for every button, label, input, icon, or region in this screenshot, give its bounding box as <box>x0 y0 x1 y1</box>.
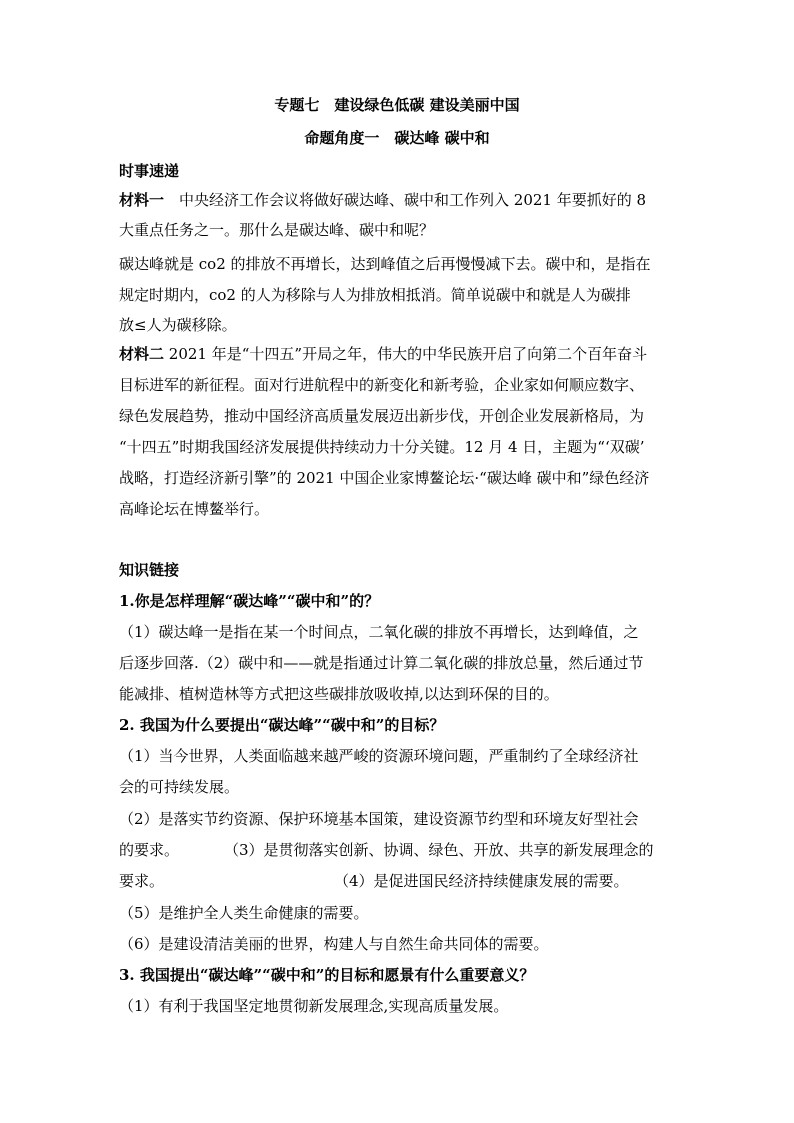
question-2: 2. 我国为什么要提出“碳达峰”“碳中和”的目标？ <box>119 716 445 734</box>
material-two-line-2: 目标进军的新征程。面对行进航程中的新变化和新考验，企业家如何顺应数字、 <box>119 376 645 394</box>
material-two-line-1 <box>119 344 647 364</box>
question-1: 1.你是怎样理解“碳达峰”“碳中和”的？ <box>119 592 380 610</box>
answer-2-line-1: （1）当今世界，人类面临越来越严峻的资源环境问题，严重制约了全球经济社 <box>119 747 639 765</box>
answer-2-line-5 <box>119 871 629 891</box>
answer-2-line-2: 会的可持续发展。 <box>119 778 240 796</box>
material-one-line-3: 碳达峰就是 co2 的排放不再增长，达到峰值之后再慢慢减下去。碳中和，是指在 <box>119 255 651 273</box>
material-one-label: 材料一 <box>119 191 165 209</box>
page-subtitle: 命题角度一 碳达峰 碳中和 <box>304 129 490 147</box>
material-two-line-6: 高峰论坛在博鳌举行。 <box>119 500 270 518</box>
material-one-line-1 <box>119 190 646 210</box>
material-one-line-2: 大重点任务之一。那什么是碳达峰、碳中和呢？ <box>119 221 435 239</box>
answer-2-line-7: （6）是建设清洁美丽的世界，构建人与自然生命共同体的需要。 <box>119 935 549 953</box>
answer-3-line-1: （1）有利于我国坚定地贯彻新发展理念,实现高质量发展。 <box>119 997 509 1015</box>
material-two-text: 2021 年是“十四五”开局之年，伟大的中华民族开启了向第二个百年奋斗 <box>164 345 648 363</box>
answer-2-line-5-start: 要求。 <box>119 872 165 890</box>
answer-2-line-3: （2）是落实节约资源、保护环境基本国策，建设资源节约型和环境友好型社会 <box>119 810 639 828</box>
news-heading: 时事速递 <box>119 162 180 180</box>
material-two-line-3: 绿色发展趋势，推动中国经济高质量发展迈出新步伐，开创企业发展新格局，为 <box>119 407 645 425</box>
answer-1-line-2: 后逐步回落.（2）碳中和——就是指通过计算二氧化碳的排放总量，然后通过节 <box>119 654 644 672</box>
material-one-line-4: 规定时期内，co2 的人为移除与人为排放相抵消。简单说碳中和就是人为碳排 <box>119 286 631 304</box>
material-one-text: 中央经济工作会议将做好碳达峰、碳中和工作列入 2021 年要抓好的 8 <box>164 191 647 209</box>
answer-2-line-4 <box>119 840 654 860</box>
material-two-line-4: “十四五”时期我国经济发展提供持续动力十分关键。12 月 4 日，主题为“‘双碳’ <box>119 438 645 456</box>
material-one-line-5: 放≤人为碳移除。 <box>119 316 237 334</box>
answer-1-line-3: 能减排、植树造林等方式把这些碳排放吸收掉,以达到环保的目的。 <box>119 685 559 703</box>
answer-2-line-4-start: 的要求。 <box>119 841 180 859</box>
knowledge-heading: 知识链接 <box>119 561 180 579</box>
page-title: 专题七 建设绿色低碳 建设美丽中国 <box>274 96 520 114</box>
question-3: 3. 我国提出“碳达峰”“碳中和”的目标和愿景有什么重要意义？ <box>119 966 535 984</box>
answer-1-line-1: （1）碳达峰一是指在某一个时间点，二氧化碳的排放不再增长，达到峰值，之 <box>119 623 639 641</box>
material-two-line-5: 战略，打造经济新引擎”的 2021 中国企业家博鳌论坛·“碳达峰 碳中和”绿色经济 <box>119 469 650 487</box>
material-two-label: 材料二 <box>119 345 165 363</box>
answer-2-line-6: （5）是维护全人类生命健康的需要。 <box>119 904 369 922</box>
answer-2-point-3: （3）是贯彻落实创新、协调、绿色、开放、共享的新发展理念的 <box>224 841 654 859</box>
answer-2-point-4: （4）是促进国民经济持续健康发展的需要。 <box>334 872 629 890</box>
